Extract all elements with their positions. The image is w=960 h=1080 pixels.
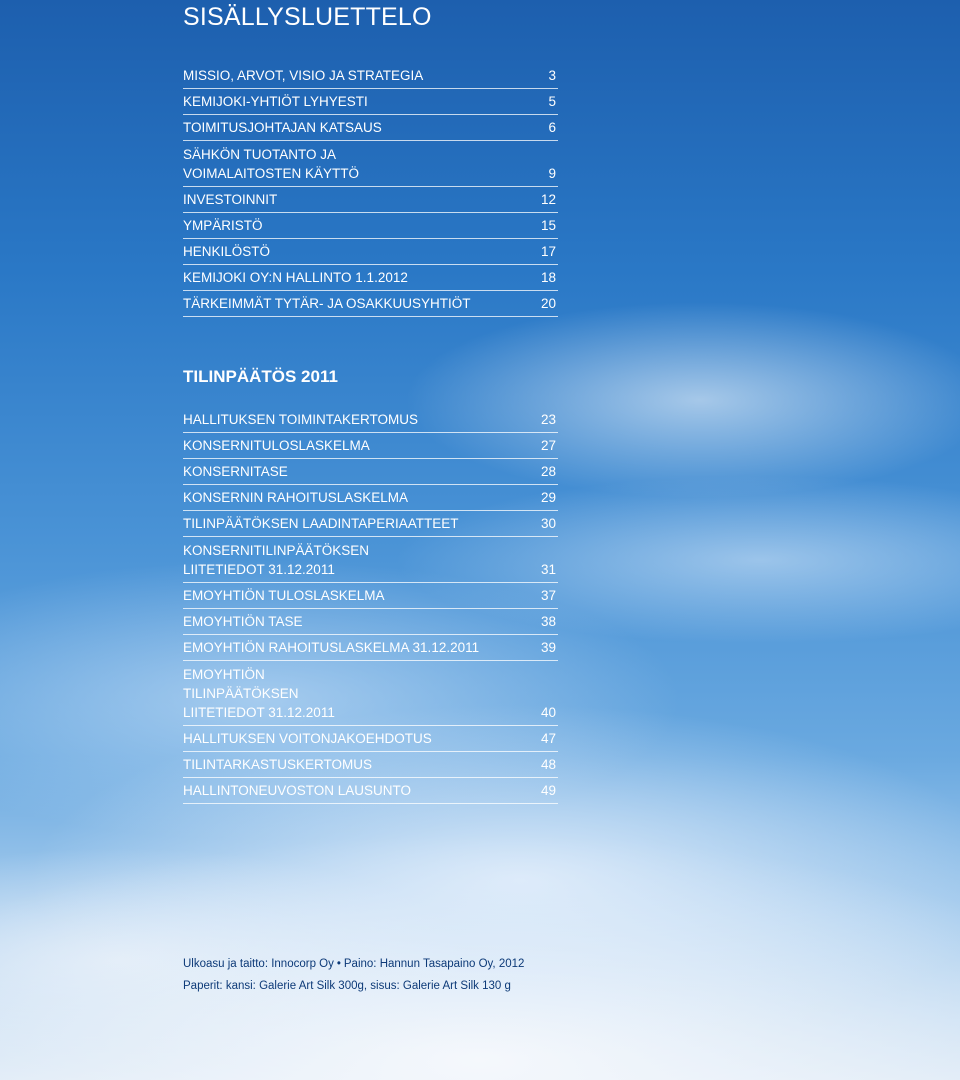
toc-entry-page: 39 — [540, 640, 556, 655]
toc-entry[interactable] — [183, 89, 558, 115]
toc-entry[interactable] — [183, 291, 558, 317]
toc-entry-page: 40 — [540, 705, 556, 720]
toc-entry[interactable] — [183, 141, 558, 187]
colophon-line-2: Paperit: kansi: Galerie Art Silk 300g, sisus: Galerie Art Silk 130 g — [183, 980, 511, 992]
toc-entry[interactable] — [183, 661, 558, 726]
toc-entry-label: HALLINTONEUVOSTON LAUSUNTO — [183, 783, 412, 798]
toc-entry[interactable] — [183, 511, 558, 537]
toc-entry-label: EMOYHTIÖN RAHOITUSLASKELMA 31.12.2011 — [183, 640, 480, 655]
toc-entry-label: EMOYHTIÖN TASE — [183, 614, 303, 629]
toc-entry-label: EMOYHTIÖN TULOSLASKELMA — [183, 588, 385, 603]
toc-entry-page: 5 — [548, 94, 556, 109]
toc-entry[interactable] — [183, 459, 558, 485]
toc-entry[interactable] — [183, 726, 558, 752]
toc-entry-page: 29 — [540, 490, 556, 505]
toc-entry[interactable] — [183, 778, 558, 804]
toc-entry-page: 47 — [540, 731, 556, 746]
toc-entry-page: 38 — [540, 614, 556, 629]
toc-entry[interactable] — [183, 63, 558, 89]
toc-entry-page: 49 — [540, 783, 556, 798]
toc-entry[interactable] — [183, 433, 558, 459]
colophon-line-1 — [183, 953, 524, 975]
colophon — [183, 953, 524, 997]
toc-entry[interactable] — [183, 537, 558, 583]
toc-entry-page: 17 — [540, 244, 556, 259]
toc-entry-page: 3 — [548, 68, 556, 83]
toc-entry[interactable] — [183, 265, 558, 291]
toc-entry-label: MISSIO, ARVOT, VISIO JA STRATEGIA — [183, 68, 424, 83]
toc-entry-page: 23 — [540, 412, 556, 427]
toc-entry-page: 30 — [540, 516, 556, 531]
toc-entry[interactable] — [183, 115, 558, 141]
toc-entry[interactable] — [183, 187, 558, 213]
toc-entry[interactable] — [183, 583, 558, 609]
toc-entry[interactable] — [183, 635, 558, 661]
toc-entry-label: EMOYHTIÖN TILINPÄÄTÖKSEN LIITETIEDOT 31.12.2011 — [183, 667, 335, 720]
toc-entry-page: 31 — [540, 562, 556, 577]
toc-entry-label: HENKILÖSTÖ — [183, 244, 271, 259]
toc-entry-label: KONSERNITULOSLASKELMA — [183, 438, 370, 453]
toc-entry-page: 6 — [548, 120, 556, 135]
toc-entry-page: 15 — [540, 218, 556, 233]
toc-entry-page: 28 — [540, 464, 556, 479]
toc-entry-page: 9 — [548, 166, 556, 181]
toc-entry-page: 18 — [540, 270, 556, 285]
colophon-layout: Ulkoasu ja taitto: Innocorp Oy — [183, 958, 334, 970]
toc-entry[interactable] — [183, 485, 558, 511]
section-heading: TILINPÄÄTÖS 2011 — [183, 367, 338, 386]
toc-entry-label: INVESTOINNIT — [183, 192, 278, 207]
toc-entry-page: 12 — [540, 192, 556, 207]
toc-entry-page: 27 — [540, 438, 556, 453]
colophon-print: Paino: Hannun Tasapaino Oy, 2012 — [343, 958, 525, 970]
toc-entry-page: 48 — [540, 757, 556, 772]
toc-entry[interactable] — [183, 239, 558, 265]
toc-entry-label: SÄHKÖN TUOTANTO JA VOIMALAITOSTEN KÄYTTÖ — [183, 147, 360, 181]
toc-entry-label: KONSERNITASE — [183, 464, 288, 479]
toc-entry-label: TOIMITUSJOHTAJAN KATSAUS — [183, 120, 382, 135]
toc-section-1 — [183, 63, 558, 317]
toc-entry-label: TILINPÄÄTÖKSEN LAADINTAPERIAATTEET — [183, 516, 459, 531]
toc-entry-label: TÄRKEIMMÄT TYTÄR- JA OSAKKUUSYHTIÖT — [183, 296, 471, 311]
toc-entry[interactable] — [183, 752, 558, 778]
toc-entry-label: KEMIJOKI OY:N HALLINTO 1.1.2012 — [183, 270, 408, 285]
toc-entry-label: KEMIJOKI-YHTIÖT LYHYESTI — [183, 94, 368, 109]
toc-entry-page: 20 — [540, 296, 556, 311]
toc-entry-label: YMPÄRISTÖ — [183, 218, 263, 233]
toc-entry-page: 37 — [540, 588, 556, 603]
colophon-separator: • — [336, 958, 341, 970]
toc-entry-label: TILINTARKASTUSKERTOMUS — [183, 757, 373, 772]
toc-entry-label: HALLITUKSEN VOITONJAKOEHDOTUS — [183, 731, 432, 746]
toc-section-2 — [183, 407, 558, 804]
toc-entry[interactable] — [183, 213, 558, 239]
toc-entry[interactable] — [183, 407, 558, 433]
toc-entry-label: KONSERNIN RAHOITUSLASKELMA — [183, 490, 409, 505]
page-title: SISÄLLYSLUETTELO — [183, 3, 432, 31]
toc-entry[interactable] — [183, 609, 558, 635]
toc-entry-label: KONSERNITILINPÄÄTÖKSEN LIITETIEDOT 31.12.2011 — [183, 543, 370, 577]
toc-entry-label: HALLITUKSEN TOIMINTAKERTOMUS — [183, 412, 419, 427]
